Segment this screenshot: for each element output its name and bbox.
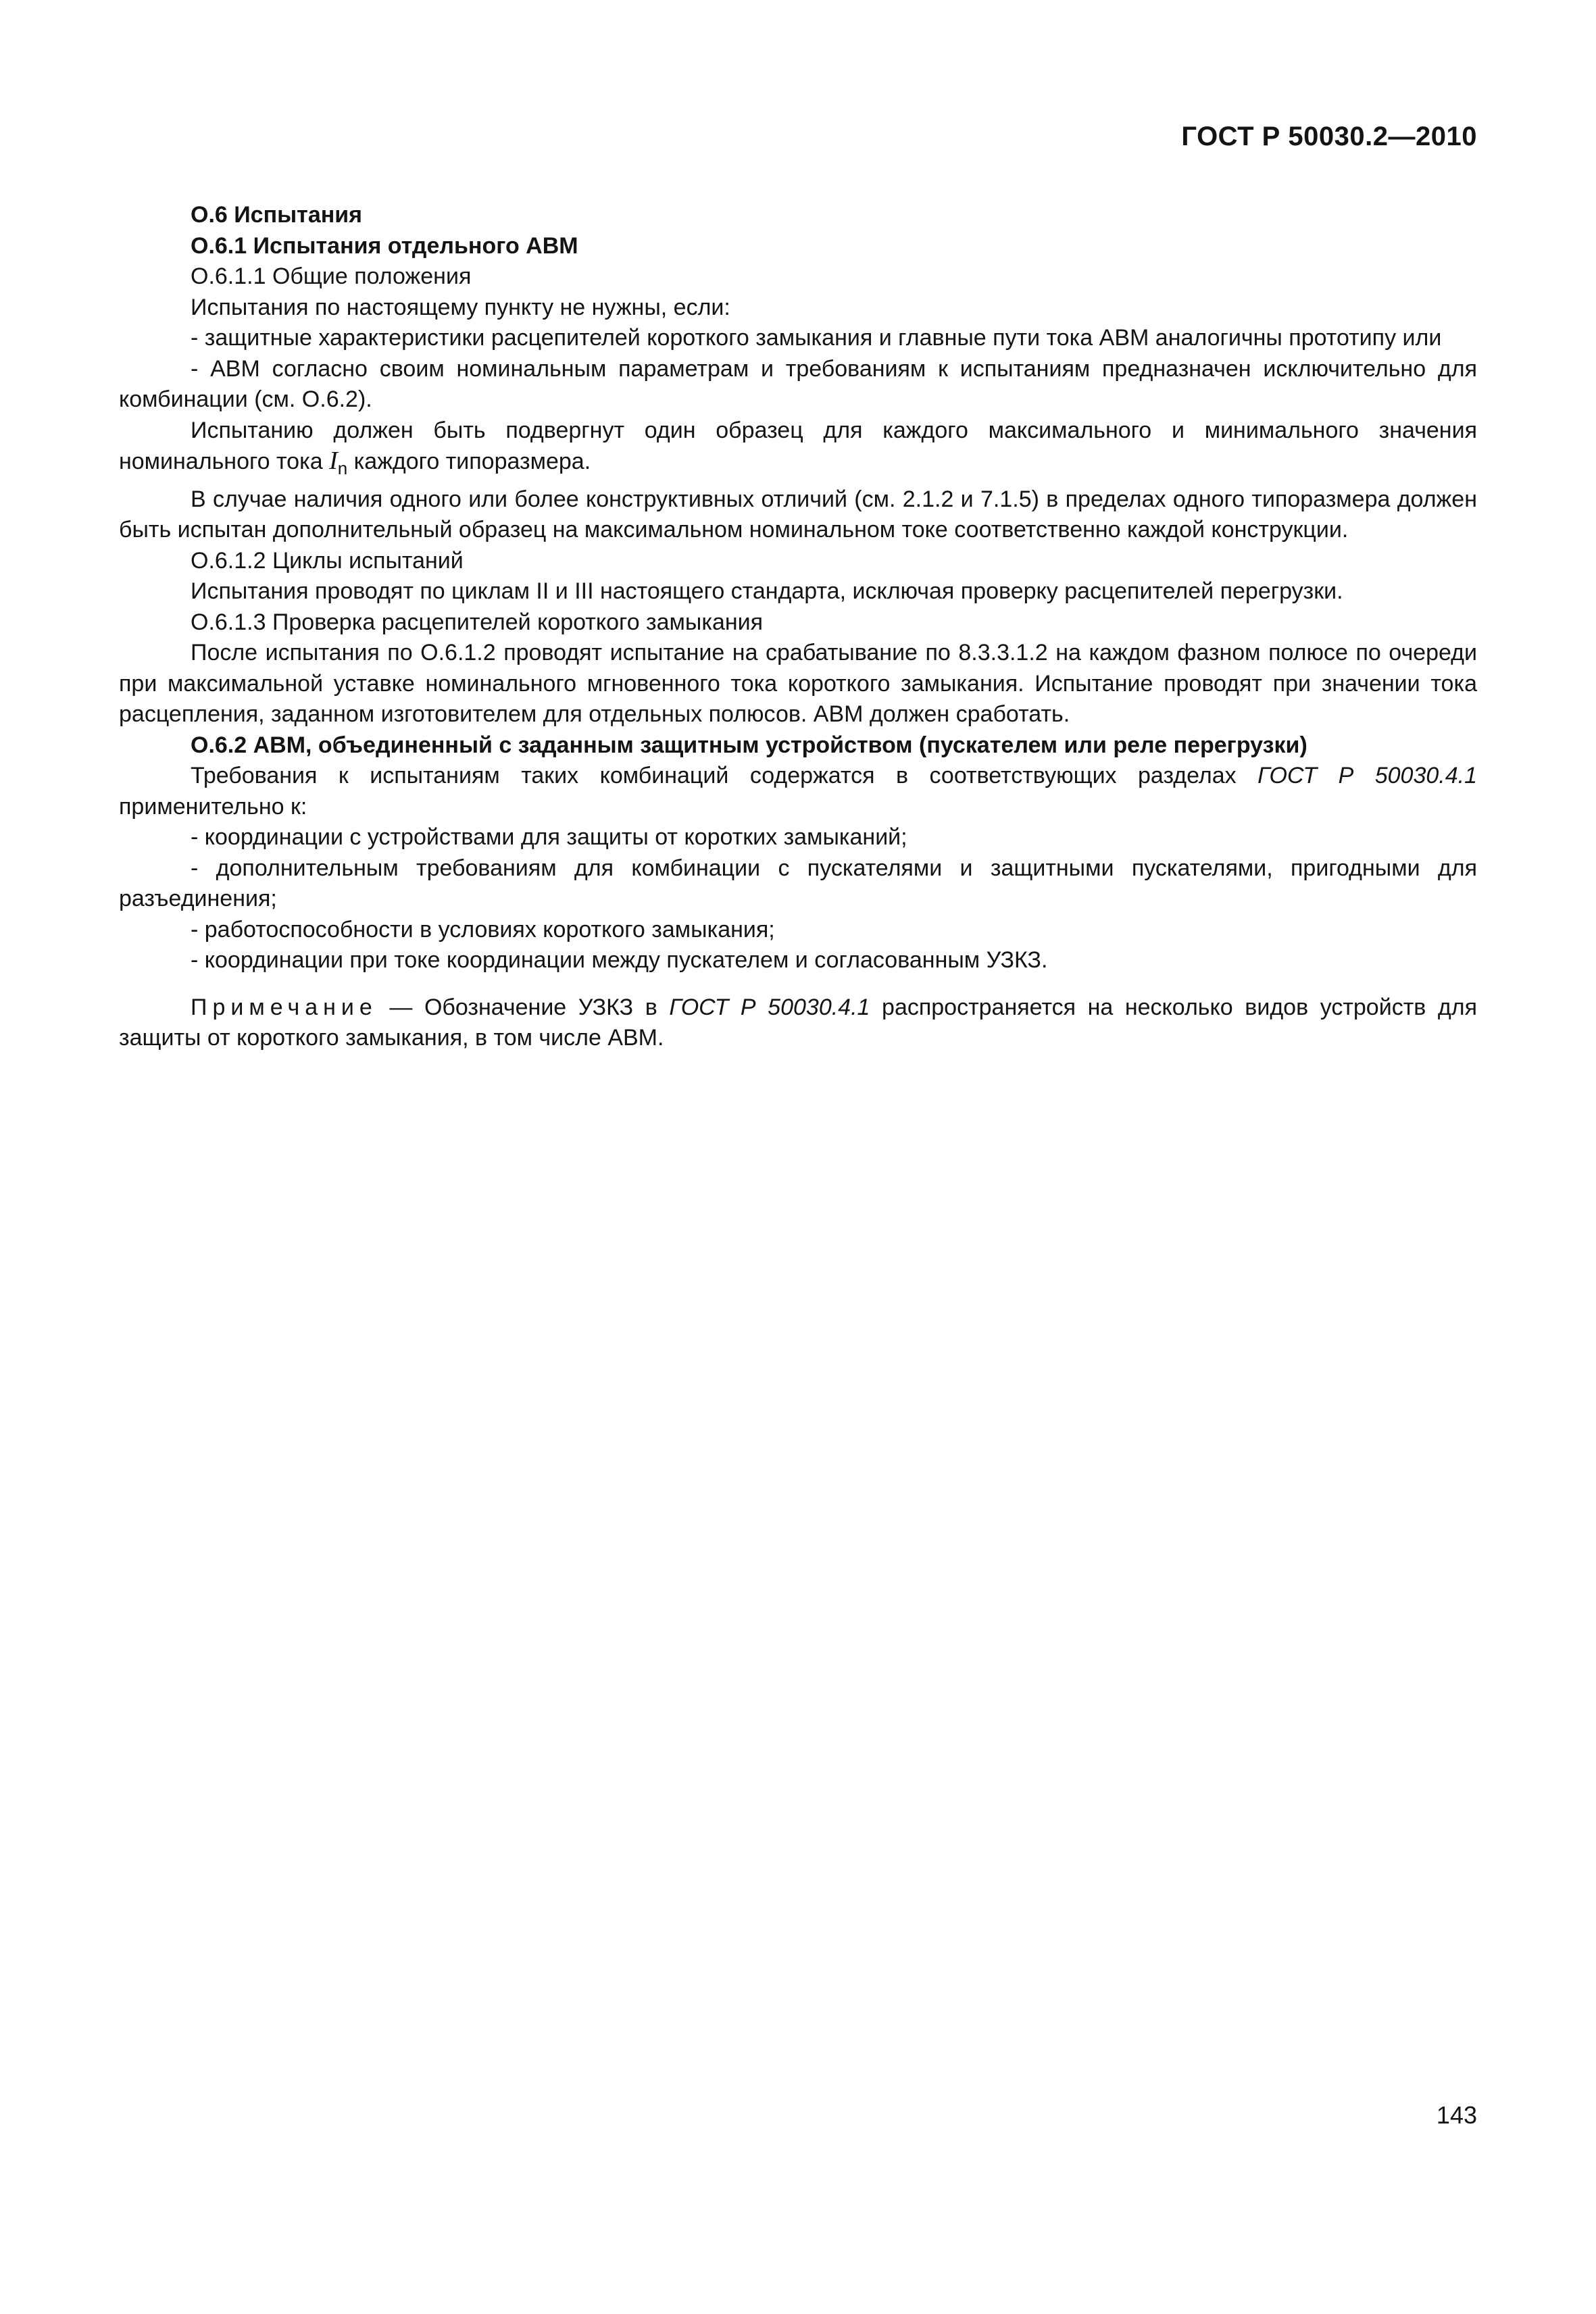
- list-item: - координации с устройствами для защиты от коротких замыканий;: [191, 824, 907, 850]
- section-heading-o613: О.6.1.3 Проверка расцепителей короткого замыкания: [191, 609, 764, 635]
- list-item: - дополнительным требованиям для комбинации с пускателями и защитными пускателями, пригодными для разъединения;: [119, 855, 1477, 911]
- list-item: - работоспособности в условиях короткого замыкания;: [191, 916, 775, 942]
- section-heading-o6: О.6 Испытания: [191, 202, 363, 228]
- paragraph-requirements: [119, 761, 1477, 822]
- page-number: 143: [1436, 2101, 1477, 2129]
- paragraph-text: Требования к испытаниям таких комбинаций содержатся в соответствующих разделах: [191, 763, 1237, 788]
- note-text: распространяется на несколько видов устройств для защиты от короткого замыкания, в том числе АВМ.: [119, 994, 1477, 1051]
- list-item: - координации при токе координации между пускателем и согласованным УЗКЗ.: [191, 947, 1048, 973]
- note-text: — Обозначение УЗКЗ в: [377, 994, 657, 1020]
- note-label: Примечание: [191, 994, 378, 1020]
- note: [119, 992, 1477, 1054]
- list-item: - защитные характеристики расцепителей короткого замыкания и главные пути тока АВМ аналогичны прототипу или: [191, 325, 1442, 351]
- current-symbol: I: [329, 447, 338, 475]
- standard-reference: ГОСТ Р 50030.4.1: [1257, 763, 1477, 788]
- document-body: [119, 200, 1477, 1054]
- paragraph-rated-current: [119, 416, 1477, 484]
- paragraph: Испытания по настоящему пункту не нужны, если:: [191, 294, 730, 320]
- section-heading-o62: О.6.2 АВМ, объединенный с заданным защитным устройством (пускателем или реле перегрузки): [191, 732, 1307, 758]
- list-item: - АВМ согласно своим номинальным параметрам и требованиям к испытаниям предназначен исключительно для комбинации (см. О.6.2).: [119, 355, 1477, 412]
- section-heading-o611: О.6.1.1 Общие положения: [191, 263, 472, 289]
- standard-reference: ГОСТ Р 50030.4.1: [669, 994, 870, 1020]
- paragraph: Испытания проводят по циклам II и III настоящего стандарта, исключая проверку расцепителей перегрузки.: [191, 578, 1343, 604]
- paragraph-text: каждого типоразмера.: [353, 449, 591, 474]
- paragraph: После испытания по О.6.1.2 проводят испытание на срабатывание по 8.3.3.1.2 на каждом фазном полюсе по очереди при максимальной уставке номинального мгновенного тока короткого замыкания. Испытание проводят при значении тока расцепления, заданном изготовителем для отдельных полюсов. АВМ должен сработать.: [119, 640, 1477, 727]
- current-subscript: n: [337, 458, 348, 478]
- paragraph: В случае наличия одного или более конструктивных отличий (см. 2.1.2 и 7.1.5) в пределах одного типоразмера должен быть испытан дополнительный образец на максимальном номинальном токе соответственно каждой конструкции.: [119, 486, 1477, 543]
- standard-designation: ГОСТ Р 50030.2—2010: [1181, 122, 1477, 151]
- paragraph-text: Испытанию должен быть подвергнут один образец для каждого максимального и минимального значения номинального тока: [119, 417, 1477, 474]
- document-header: [1181, 122, 1477, 152]
- section-heading-o612: О.6.1.2 Циклы испытаний: [191, 547, 464, 574]
- paragraph-text: применительно к:: [119, 793, 307, 820]
- section-heading-o61: О.6.1 Испытания отдельного АВМ: [191, 232, 578, 259]
